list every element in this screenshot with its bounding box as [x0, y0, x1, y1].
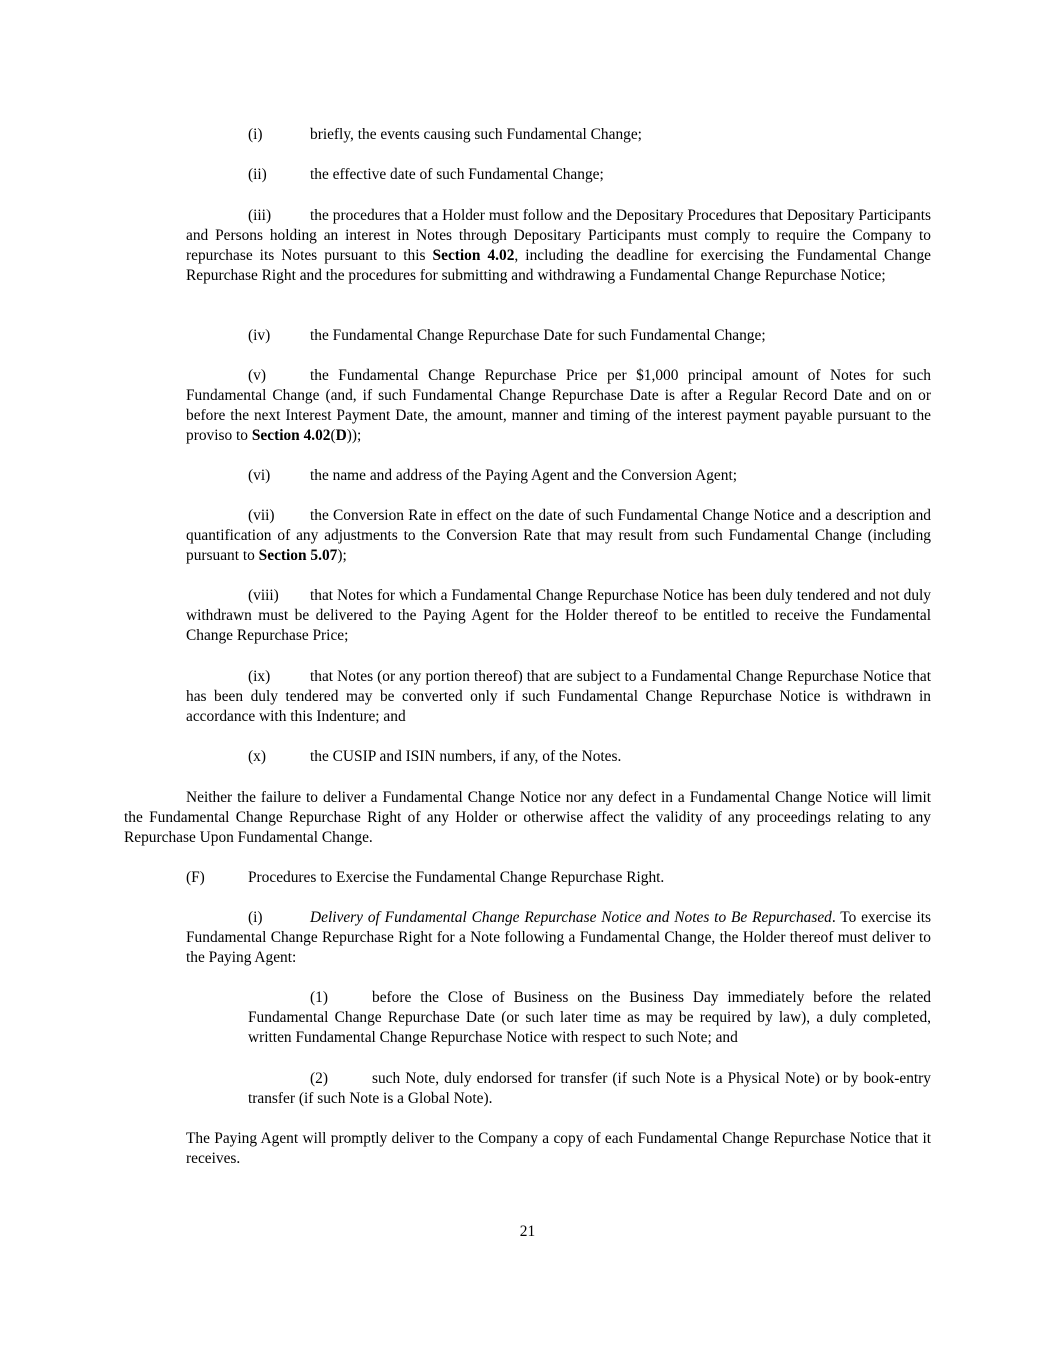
item-label: (vi)	[248, 467, 271, 484]
paragraph-text: Neither the failure to deliver a Fundamental Change Notice nor any defect in a Fundamental Change Notice will limit the Fundamental Change Repurchase Right of any Holder or otherwise affect the validity of any proceedings relating to any Repurchase Upon Fundamental Change.	[124, 789, 931, 846]
item-label: (vii)	[248, 507, 275, 524]
item-vii	[186, 506, 931, 566]
item-label: (i)	[248, 126, 263, 143]
item-label: (iv)	[248, 327, 271, 344]
closing-paragraph	[186, 1129, 931, 1169]
item-i	[186, 125, 931, 145]
item-label: (ix)	[248, 668, 271, 685]
section-f-heading	[186, 868, 931, 888]
section-reference: Section 4.02	[251, 427, 331, 444]
subitem-text: such Note, duly endorsed for transfer (if such Note is a Physical Note) or by book-entry transfer (if such Note is a Global Note).	[248, 1070, 931, 1107]
section-label: (F)	[186, 869, 205, 886]
item-label: (v)	[248, 367, 266, 384]
item-text: the Conversion Rate in effect on the date of such Fundamental Change Notice and a description and quantification of any adjustments to the Conversion Rate that may result from such Fundamental Change (including pursuant to	[186, 507, 931, 564]
item-text: the CUSIP and ISIN numbers, if any, of the Notes.	[310, 748, 622, 765]
item-iv	[186, 326, 931, 346]
item-text: . To exercise its Fundamental Change Repurchase Right for a Note following a Fundamental Change, the Holder thereof must deliver to the Paying Agent:	[186, 909, 931, 966]
section-f-item-i	[186, 908, 931, 968]
item-text: that Notes (or any portion thereof) that are subject to a Fundamental Change Repurchase Notice that has been duly tendered may be converted only if such Fundamental Change Repurchase Notice is withdrawn in accordance with this Indenture; and	[186, 668, 931, 725]
section-f-subitem-1	[248, 988, 931, 1048]
item-ii	[186, 165, 931, 185]
item-ix	[186, 667, 931, 727]
section-title: Procedures to Exercise the Fundamental Change Repurchase Right.	[248, 869, 665, 886]
item-label: (viii)	[248, 587, 279, 604]
subitem-text: before the Close of Business on the Business Day immediately before the related Fundamental Change Repurchase Date (or such later time as may be required by law), a duly completed, written Fundamental Change Repurchase Notice with respect to such Note; and	[248, 989, 931, 1046]
section-subreference: D	[335, 427, 347, 444]
item-x	[186, 747, 931, 767]
item-vi	[186, 466, 931, 486]
item-v	[186, 366, 931, 446]
subitem-label: (1)	[310, 989, 328, 1006]
item-viii	[186, 586, 931, 646]
item-label: (i)	[248, 909, 263, 926]
neither-paragraph	[124, 788, 931, 848]
section-f-subitem-2	[248, 1069, 931, 1109]
item-iii	[186, 206, 931, 286]
paragraph-text: The Paying Agent will promptly deliver to the Company a copy of each Fundamental Change Repurchase Notice that it receives.	[186, 1130, 931, 1167]
item-text: that Notes for which a Fundamental Change Repurchase Notice has been duly tendered and not duly withdrawn must be delivered to the Paying Agent for the Holder thereof to be entitled to receive the Fundamental Change Repurchase Price;	[186, 587, 931, 644]
section-reference: Section 5.07	[258, 547, 338, 564]
item-text: the name and address of the Paying Agent and the Conversion Agent;	[310, 467, 737, 484]
item-text: the effective date of such Fundamental Change;	[310, 166, 604, 183]
item-heading: Delivery of Fundamental Change Repurchase Notice and Notes to Be Repurchased	[310, 909, 832, 926]
item-text: ));	[346, 427, 362, 444]
subitem-label: (2)	[310, 1070, 328, 1087]
item-text: the procedures that a Holder must follow and the Depositary Procedures that Depositary Participants and Persons holding an interest in Notes through Depositary Participants must comply to require the Company to repurchase its Notes pursuant to this	[186, 207, 931, 264]
item-text: );	[337, 547, 347, 564]
item-text: , including the deadline for exercising the Fundamental Change Repurchase Right and the procedures for submitting and withdrawing a Fundamental Change Repurchase Notice;	[186, 247, 931, 284]
item-label: (iii)	[248, 207, 272, 224]
item-label: (x)	[248, 748, 266, 765]
item-text: the Fundamental Change Repurchase Date for such Fundamental Change;	[310, 327, 766, 344]
section-reference: Section 4.02	[432, 247, 515, 264]
item-label: (ii)	[248, 166, 267, 183]
item-text: (	[330, 427, 336, 444]
item-text: the Fundamental Change Repurchase Price per $1,000 principal amount of Notes for such Fundamental Change (and, if such Fundamental Change Repurchase Date is after a Regular Record Date and on or before the next Interest Payment Date, the amount, manner and timing of the interest payment payable pursuant to the proviso to	[186, 367, 931, 444]
page-number: 21	[519, 1223, 536, 1240]
item-text: briefly, the events causing such Fundamental Change;	[310, 126, 642, 143]
